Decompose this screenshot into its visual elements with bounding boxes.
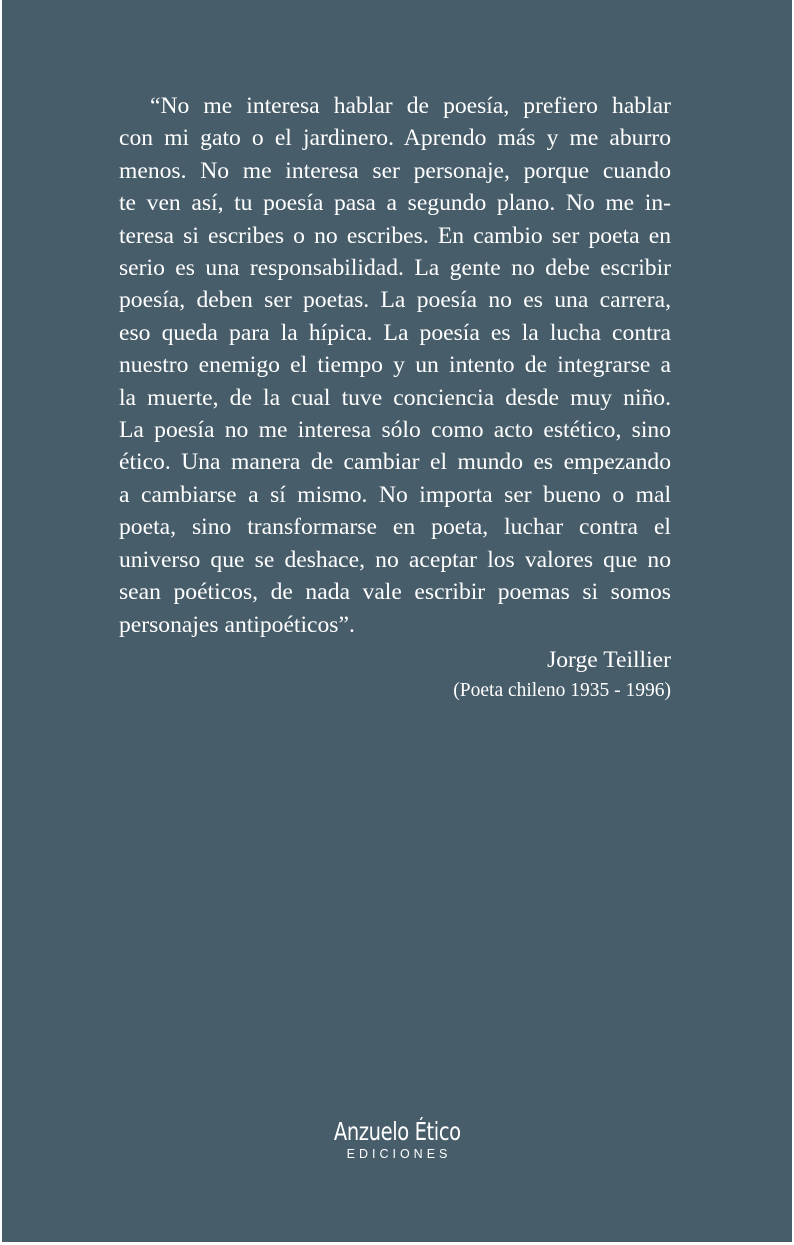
quote-line: ético. Una manera de cambiar el mundo es empezando [119, 449, 671, 476]
quote-text [119, 90, 671, 641]
quote-line: teresa si escribes o no escribes. En cambio ser poeta en [119, 222, 671, 249]
quote-line: La poesía no me interesa sólo como acto estético, sino [119, 417, 671, 444]
quote-line: poeta, sino transformarse en poeta, luchar contra el [119, 514, 671, 541]
quote-line: menos. No me interesa ser personaje, porque cuando [119, 157, 671, 184]
publisher-subtitle: EDICIONES [346, 1147, 452, 1161]
quote-line: poesía, deben ser poetas. La poesía no es una carrera, [119, 287, 671, 314]
quote-line: la muerte, de la cual tuve conciencia desde muy niño. [119, 384, 671, 411]
publisher-logo [2, 1118, 792, 1161]
author-name: Jorge Teillier [547, 647, 671, 673]
quote-line: con mi gato o el jardinero. Aprendo más y me aburro [119, 125, 671, 152]
publisher-name: Anzuelo Ético [333, 1117, 461, 1146]
quote-line: te ven así, tu poesía pasa a segundo plano. No me in- [119, 190, 671, 217]
quote-line: universo que se deshace, no aceptar los valores que no [119, 546, 671, 573]
quote-line: nuestro enemigo el tiempo y un intento de integrarse a [119, 352, 671, 379]
back-cover [2, 0, 792, 1242]
quote-line: serio es una responsabilidad. La gente no debe escribir [119, 255, 671, 282]
quote-line: a cambiarse a sí mismo. No importa ser bueno o mal [119, 481, 671, 508]
quote-line: sean poéticos, de nada vale escribir poemas si somos [119, 579, 671, 606]
quote-line: eso queda para la hípica. La poesía es la lucha contra [119, 319, 671, 346]
quote-line: personajes antipoéticos”. [119, 611, 355, 638]
author-note: (Poeta chileno 1935 - 1996) [453, 680, 671, 701]
quote-line: “No me interesa hablar de poesía, prefiero hablar [150, 93, 671, 119]
